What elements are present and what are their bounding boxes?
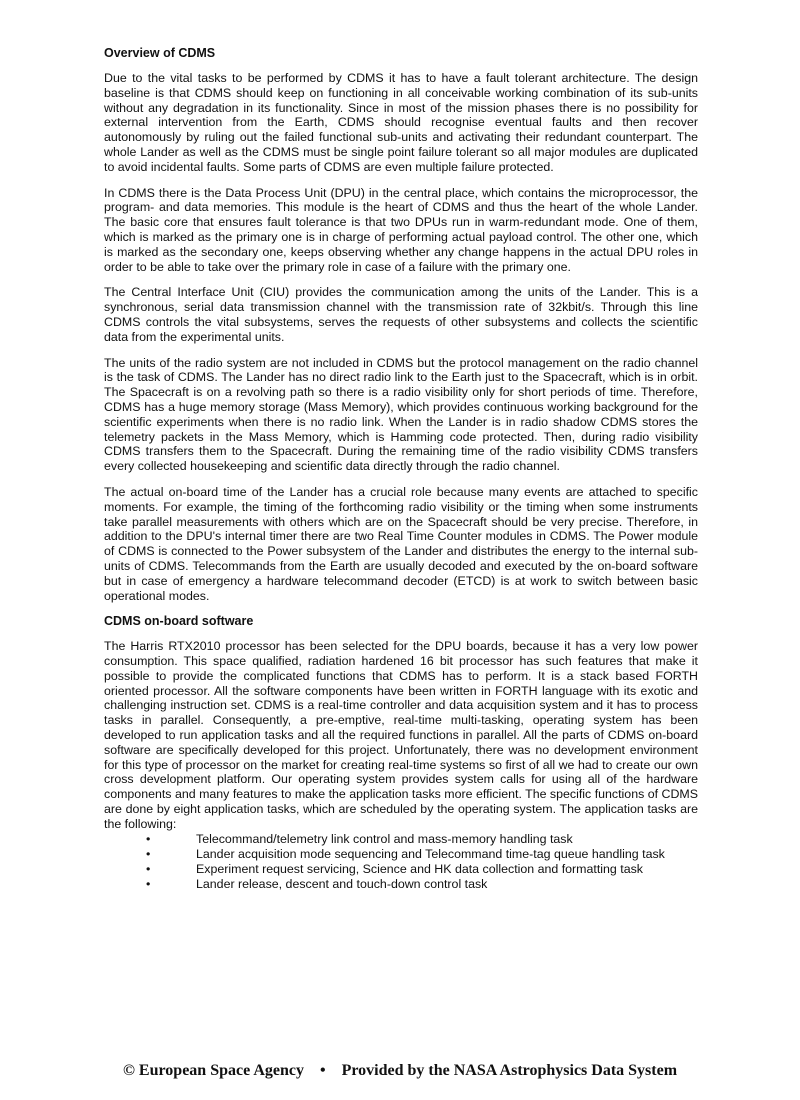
section-heading: CDMS on-board software <box>104 614 254 629</box>
list-item <box>104 877 698 892</box>
paragraph: The Harris RTX2010 processor has been selected for the DPU boards, because it has a very low power consumption. This space qualified, radiation hardened 16 bit processor has such features that make it possible to provide the complicated functions that CDMS has to perform. It is a stack based FORTH oriented processor. All the software components have been written in FORTH language with its exotic and challenging instruction set. CDMS is a real-time controller and data acquisition system and it has to process tasks in parallel. Consequently, a pre-emptive, real-time multi-tasking, operating system has been developed to run application tasks and all the required functions in parallel. All the parts of CDMS on-board software are specifically developed for this project. Unfortunately, there was no development environment for this type of processor on the market for creating real-time systems so first of all we had to create our own cross development platform. Our operating system provides system calls for using all of the hardware components and many features to make the application tasks more efficient. The specific functions of CDMS are done by eight application tasks, which are scheduled by the operating system. The application tasks are the following: <box>104 639 698 831</box>
list-item <box>104 832 698 847</box>
list-item-text: Lander acquisition mode sequencing and Telecommand time-tag queue handling task <box>196 846 665 861</box>
section-onboard-software <box>104 614 698 891</box>
section-heading: Overview of CDMS <box>104 46 216 60</box>
bullet-icon: • <box>146 876 151 891</box>
document-page <box>104 46 698 892</box>
section-overview <box>104 46 698 603</box>
list-item-text: Experiment request servicing, Science and HK data collection and formatting task <box>196 861 643 876</box>
bullet-icon: • <box>146 831 151 846</box>
paragraph: The Central Interface Unit (CIU) provides the communication among the units of the Lander. This is a synchronous, serial data transmission channel with the transmission rate of 32kbit/s. Through this line CDMS controls the vital subsystems, serves the requests of other subsystems and collects the scientific data from the experimental units. <box>104 285 698 344</box>
paragraph: In CDMS there is the Data Process Unit (DPU) in the central place, which contains the microprocessor, the program- and data memories. This module is the heart of CDMS and thus the heart of the whole Lander. The basic core that ensures fault tolerance is that two DPUs run in warm-redundant mode. One of them, which is marked as the primary one is in charge of performing actual payload control. The other one, which is marked as the secondary one, keeps observing whether any change happens in the actual DPU roles in order to be able to take over the primary role in case of a failure with the primary one. <box>104 185 698 274</box>
copyright-notice: © European Space Agency <box>122 1062 304 1079</box>
paragraph: The units of the radio system are not included in CDMS but the protocol management on the radio channel is the task of CDMS. The Lander has no direct radio link to the Earth just to the Spacecraft, which is in orbit. The Spacecraft is on a revolving path so there is a radio visibility only for short periods of time. Therefore, CDMS has a huge memory storage (Mass Memory), which provides continuous working background for the scientific experiments when there is no radio link. When the Lander is in radio shadow CDMS stores the telemetry packets in the Mass Memory, which is Hamming code protected. Then, during radio visibility CDMS transfers them to the Spacecraft. During the remaining time of the radio visibility CDMS transfers every collected housekeeping and scientific data directly through the radio channel. <box>104 355 698 474</box>
list-item-text: Lander release, descent and touch-down control task <box>196 876 488 891</box>
bullet-icon: • <box>146 846 151 861</box>
application-task-list <box>104 832 698 892</box>
footer-separator: • <box>319 1062 326 1079</box>
list-item-text: Telecommand/telemetry link control and mass-memory handling task <box>196 831 573 846</box>
paragraph: Due to the vital tasks to be performed by CDMS it has to have a fault tolerant architecture. The design baseline is that CDMS should keep on functioning in all conceivable working combination of its sub-units without any degradation in its functionality. Since in most of the mission phases there is no possibility for external intervention from the Earth, CDMS should recognise eventual faults and then recover autonomously by ruling out the failed functional sub-units and activating their redundant counterpart. The whole Lander as well as the CDMS must be single point failure tolerant so all major modules are duplicated to avoid incidental faults. Some parts of CDMS are even multiple failure protected. <box>104 71 698 174</box>
list-item <box>104 847 698 862</box>
provider-notice: Provided by the NASA Astrophysics Data System <box>341 1062 678 1079</box>
bullet-icon: • <box>146 861 151 876</box>
page-footer <box>0 1061 800 1081</box>
paragraph: The actual on-board time of the Lander has a crucial role because many events are attached to specific moments. For example, the timing of the forthcoming radio visibility or the timing when some instruments take parallel measurements with others which are on the Spacecraft should be very precise. Therefore, in addition to the DPU's internal timer there are two Real Time Counter modules in CDMS. The Power module of CDMS is connected to the Power subsystem of the Lander and distributes the energy to the internal sub-units of CDMS. Telecommands from the Earth are usually decoded and executed by the on-board software but in case of emergency a hardware telecommand decoder (ETCD) is at work to switch between basic operational modes. <box>104 484 698 603</box>
list-item <box>104 862 698 877</box>
